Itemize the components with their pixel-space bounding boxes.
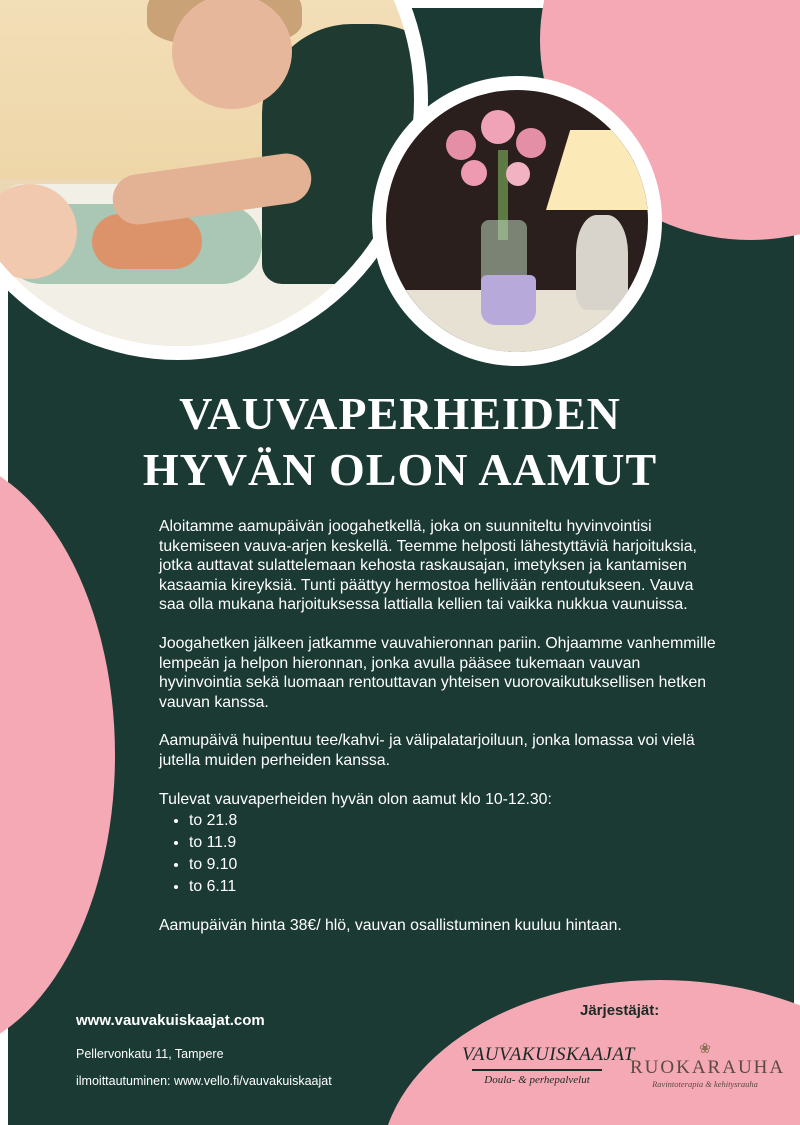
title-line-1: VAUVAPERHEIDEN bbox=[179, 388, 621, 439]
flowers-and-lamp-photo bbox=[372, 76, 662, 366]
address: Pellervonkatu 11, Tampere bbox=[76, 1047, 224, 1061]
pink-blob-left bbox=[0, 455, 115, 1055]
logo1-divider bbox=[472, 1069, 602, 1071]
organizers-label: Järjestäjät: bbox=[580, 1002, 660, 1019]
event-description bbox=[159, 517, 719, 954]
logo2-subtitle: Ravintoterapia & kehitysrauha bbox=[652, 1079, 758, 1089]
signup-info[interactable]: ilmoittautuminen: www.vello.fi/vauvakuiskaajat bbox=[76, 1074, 332, 1088]
dates-list bbox=[159, 811, 719, 897]
vauvakuiskaajat-logo bbox=[462, 1044, 635, 1086]
paragraph-massage: Joogahetken jälkeen jatkamme vauvahieronnan pariin. Ohjaamme vanhemmille lempeän ja helpon hieronnan, jonka avulla pääsee tukemaan vauvan hyvinvointia sekä luomaan rentouttavan yhteisen vuorovaikutuksellisen hetken vauvan kanssa. bbox=[159, 634, 716, 711]
date-item: • to 6.11 bbox=[189, 877, 719, 897]
date-item: • to 11.9 bbox=[189, 833, 719, 853]
date-item: • to 9.10 bbox=[189, 855, 719, 875]
poster-title bbox=[0, 386, 800, 498]
mother-and-baby-photo bbox=[0, 0, 428, 360]
title-line-2: HYVÄN OLON AAMUT bbox=[142, 444, 658, 495]
paragraph-yoga: Aloitamme aamupäivän joogahetkellä, joka on suunniteltu hyvinvointisi tukemiseen vauva-arjen keskellä. Teemme helposti lähestyttäviä harjoituksia, jotka auttavat sulattelemaan kehosta raskausajan, imetyksen ja kantamisen kasaamia kireyksiä. Tunti päättyy hermostoa hellivään rentoutukseen. Vauva saa olla mukana harjoituksessa lattialla kellien tai vaikka nukkua vaunuissa. bbox=[159, 518, 697, 614]
logo1-subtitle: Doula- & perhepalvelut bbox=[484, 1074, 590, 1086]
logo2-name: RUOKARAUHA bbox=[630, 1057, 786, 1078]
website-link[interactable]: www.vauvakuiskaajat.com bbox=[76, 1012, 265, 1029]
logo1-name: VAUVAKUISKAAJAT bbox=[462, 1044, 635, 1065]
date-item: • to 21.8 bbox=[189, 811, 719, 831]
paragraph-refreshments: Aamupäivä huipentuu tee/kahvi- ja välipalatarjoiluun, jonka lomassa voi vielä jutella muiden perheiden kanssa. bbox=[159, 732, 695, 769]
contact-info bbox=[76, 1012, 406, 1101]
price-info: Aamupäivän hinta 38€/ hlö, vauvan osallistuminen kuuluu hintaan. bbox=[159, 916, 622, 934]
ruokarauha-logo bbox=[630, 1040, 786, 1089]
dates-intro: Tulevat vauvaperheiden hyvän olon aamut klo 10-12.30: bbox=[159, 790, 552, 808]
lotus-icon: ❀ bbox=[699, 1040, 711, 1056]
